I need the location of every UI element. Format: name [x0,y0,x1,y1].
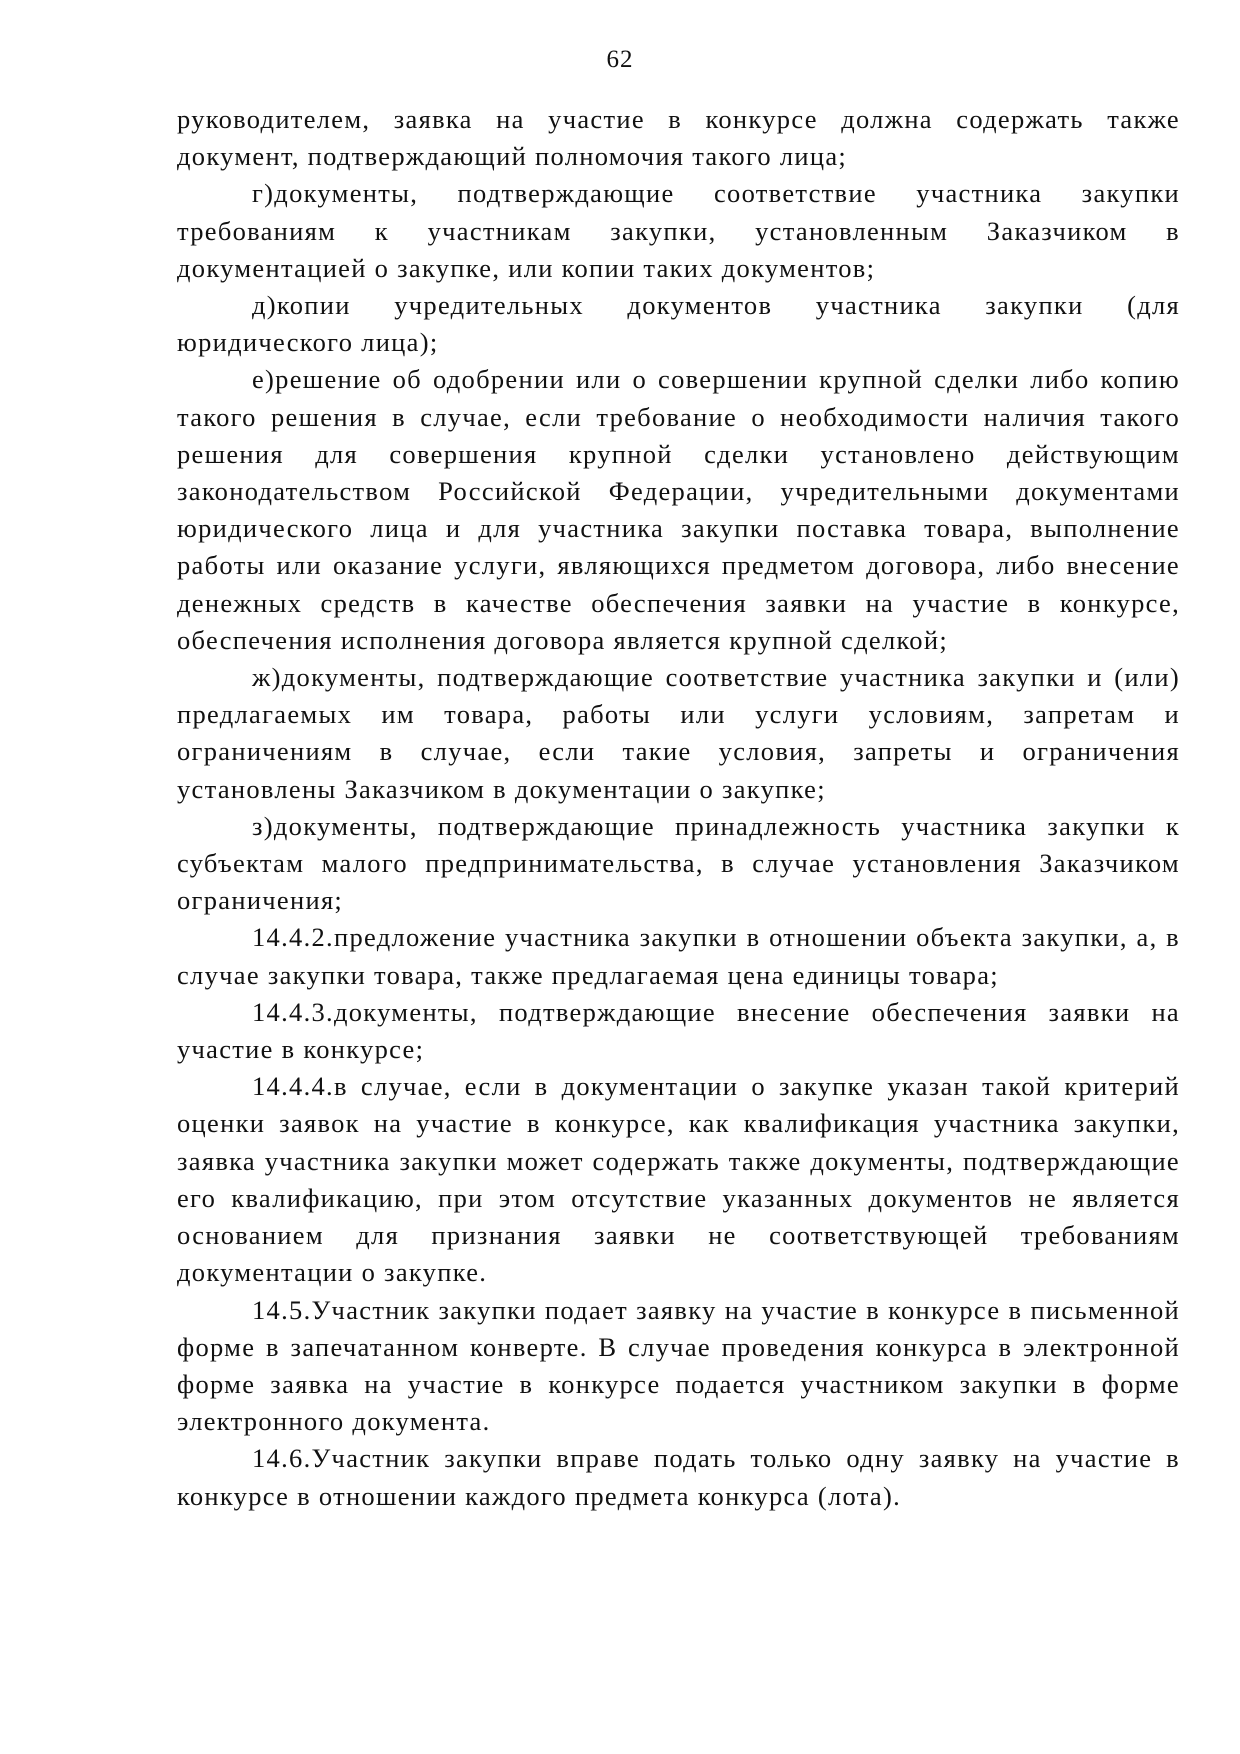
paragraph-14-4-4: 14.4.4.в случае, если в документации о закупке указан такой критерий оценки заявок на участие в конкурсе, как квалификация участника закупки, заявка участника закупки может содержать также документы, подтверждающие его квалификацию, при этом отсутствие указанных документов не является основанием для признания заявки не соответствующей требованиям документации о закупке. [177,1071,1180,1288]
paragraph-item-g: г)документы, подтверждающие соответствие участника закупки требованиям к участникам закупки, установленным Заказчиком в документацией о закупке, или копии таких документов; [177,178,1180,283]
paragraph-item-e: е)решение об одобрении или о совершении крупной сделки либо копию такого решения в случае, если требование о необходимости наличия такого решения для совершения крупной сделки установлено действующим законодательством Российской Федерации, учредительными документами юридического лица и для участника закупки поставка товара, выполнение работы или оказание услуги, являющихся предметом договора, либо внесение денежных средств в качестве обеспечения заявки на участие в конкурсе, обеспечения исполнения договора является крупной сделкой; [177,364,1180,655]
document-body [177,101,1180,1515]
paragraph-continuation: руководителем, заявка на участие в конкурсе должна содержать также документ, подтверждающий полномочия такого лица; [177,104,1180,172]
paragraph-14-4-2: 14.4.2.предложение участника закупки в отношении объекта закупки, а, в случае закупки товара, также предлагаемая цена единицы товара; [177,922,1180,990]
page-number: 62 [606,46,634,73]
paragraph-item-zh: ж)документы, подтверждающие соответствие участника закупки и (или) предлагаемых им товара, работы или услуги условиям, запретам и ограничениям в случае, если такие условия, запреты и ограничения установлены Заказчиком в документации о закупке; [177,662,1180,804]
paragraph-14-5: 14.5.Участник закупки подает заявку на участие в конкурсе в письменной форме в запечатанном конверте. В случае проведения конкурса в электронной форме заявка на участие в конкурсе подается участником закупки в форме электронного документа. [177,1294,1180,1437]
paragraph-14-4-3: 14.4.3.документы, подтверждающие внесение обеспечения заявки на участие в конкурсе; [177,996,1180,1065]
paragraph-item-z: з)документы, подтверждающие принадлежность участника закупки к субъектам малого предпринимательства, в случае установления Заказчиком ограничения; [177,810,1180,916]
paragraph-item-d: д)копии учредительных документов участника закупки (для юридического лица); [177,290,1180,358]
paragraph-14-6: 14.6.Участник закупки вправе подать только одну заявку на участие в конкурсе в отношении каждого предмета конкурса (лота). [177,1443,1180,1511]
